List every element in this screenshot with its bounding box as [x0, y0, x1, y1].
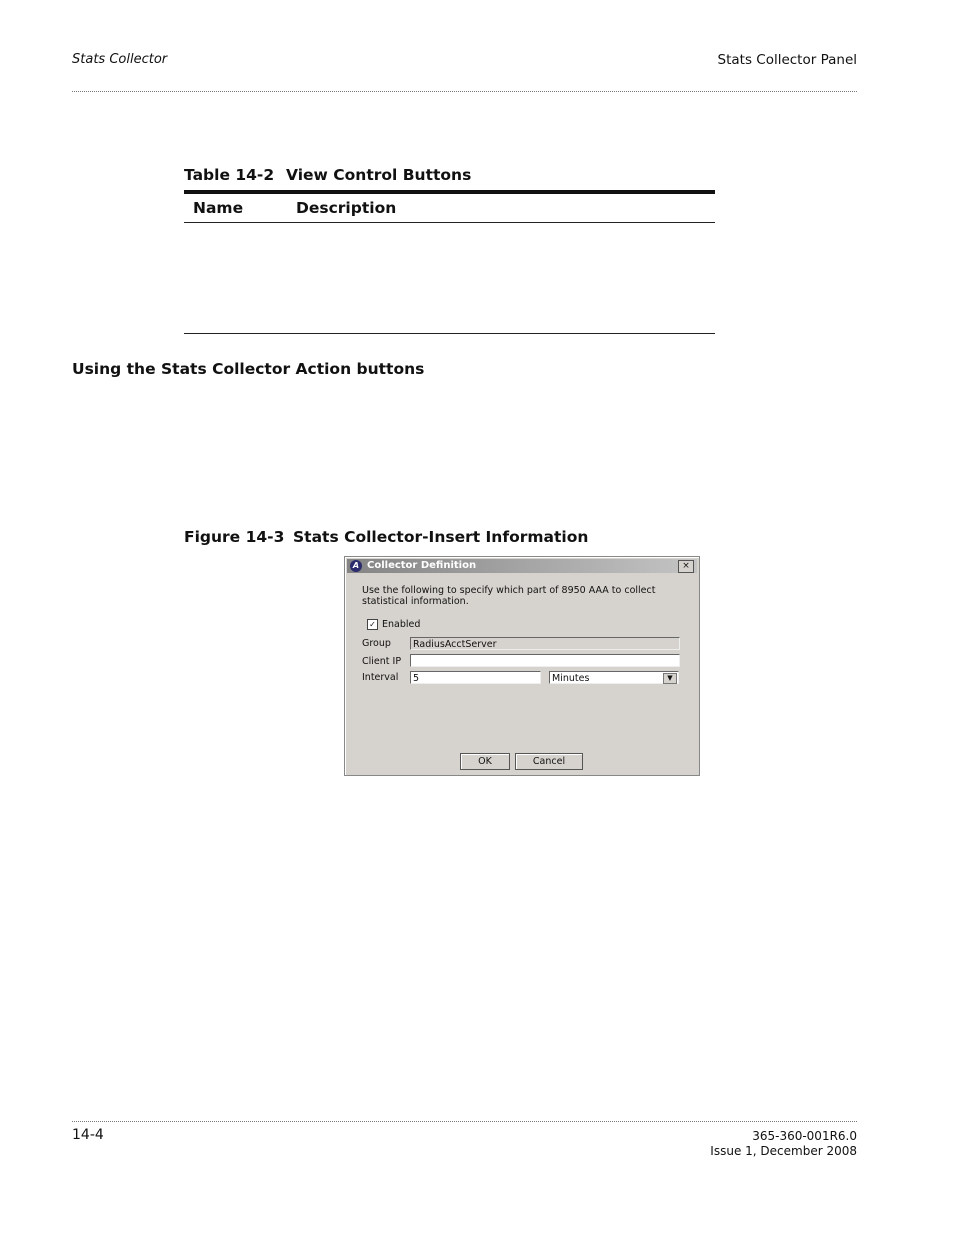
header-rule — [72, 91, 857, 92]
footer-rule — [72, 1121, 857, 1122]
section-heading: Using the Stats Collector Action buttons — [72, 360, 425, 378]
table-header-row — [184, 194, 715, 223]
view-control-table — [184, 190, 715, 334]
client-ip-input[interactable] — [410, 654, 680, 667]
app-logo-icon: A — [350, 560, 362, 572]
interval-label: Interval — [362, 672, 399, 683]
client-ip-label: Client IP — [362, 656, 402, 667]
dialog-title: Collector Definition — [367, 560, 477, 571]
column-header-description: Description — [296, 199, 397, 217]
instruction-text: Use the following to specify which part of 8950 AAA to collect statistical information. — [362, 585, 656, 607]
enabled-checkbox[interactable]: ✓ — [367, 619, 378, 630]
interval-input[interactable]: 5 — [410, 671, 541, 684]
group-field: RadiusAcctServer — [410, 637, 680, 650]
collector-definition-dialog — [344, 556, 700, 776]
table-number: Table 14-2 — [184, 166, 275, 184]
chevron-down-icon[interactable]: ▼ — [663, 673, 677, 684]
issue-date: Issue 1, December 2008 — [710, 1144, 857, 1158]
ok-button[interactable]: OK — [460, 753, 510, 770]
enabled-checkbox-row[interactable] — [367, 619, 420, 630]
table-body — [184, 223, 715, 334]
cancel-button[interactable]: Cancel — [515, 753, 583, 770]
doc-number: 365-360-001R6.0 — [752, 1129, 857, 1143]
group-label: Group — [362, 638, 391, 649]
page-number: 14-4 — [72, 1127, 104, 1143]
close-icon[interactable]: × — [678, 560, 694, 573]
column-header-name: Name — [193, 199, 244, 217]
running-header-chapter: Stats Collector — [72, 52, 168, 67]
table-title: View Control Buttons — [286, 166, 472, 184]
dialog-titlebar[interactable] — [347, 559, 697, 573]
footer-doc-info — [710, 1129, 857, 1159]
interval-unit-select[interactable] — [549, 671, 679, 684]
running-header-section: Stats Collector Panel — [717, 52, 857, 68]
figure-caption — [184, 528, 588, 546]
figure-number: Figure 14-3 — [184, 528, 285, 546]
figure-title: Stats Collector-Insert Information — [293, 528, 589, 546]
table-caption — [184, 166, 471, 184]
interval-unit-value: Minutes — [552, 673, 590, 684]
enabled-label: Enabled — [382, 619, 421, 630]
